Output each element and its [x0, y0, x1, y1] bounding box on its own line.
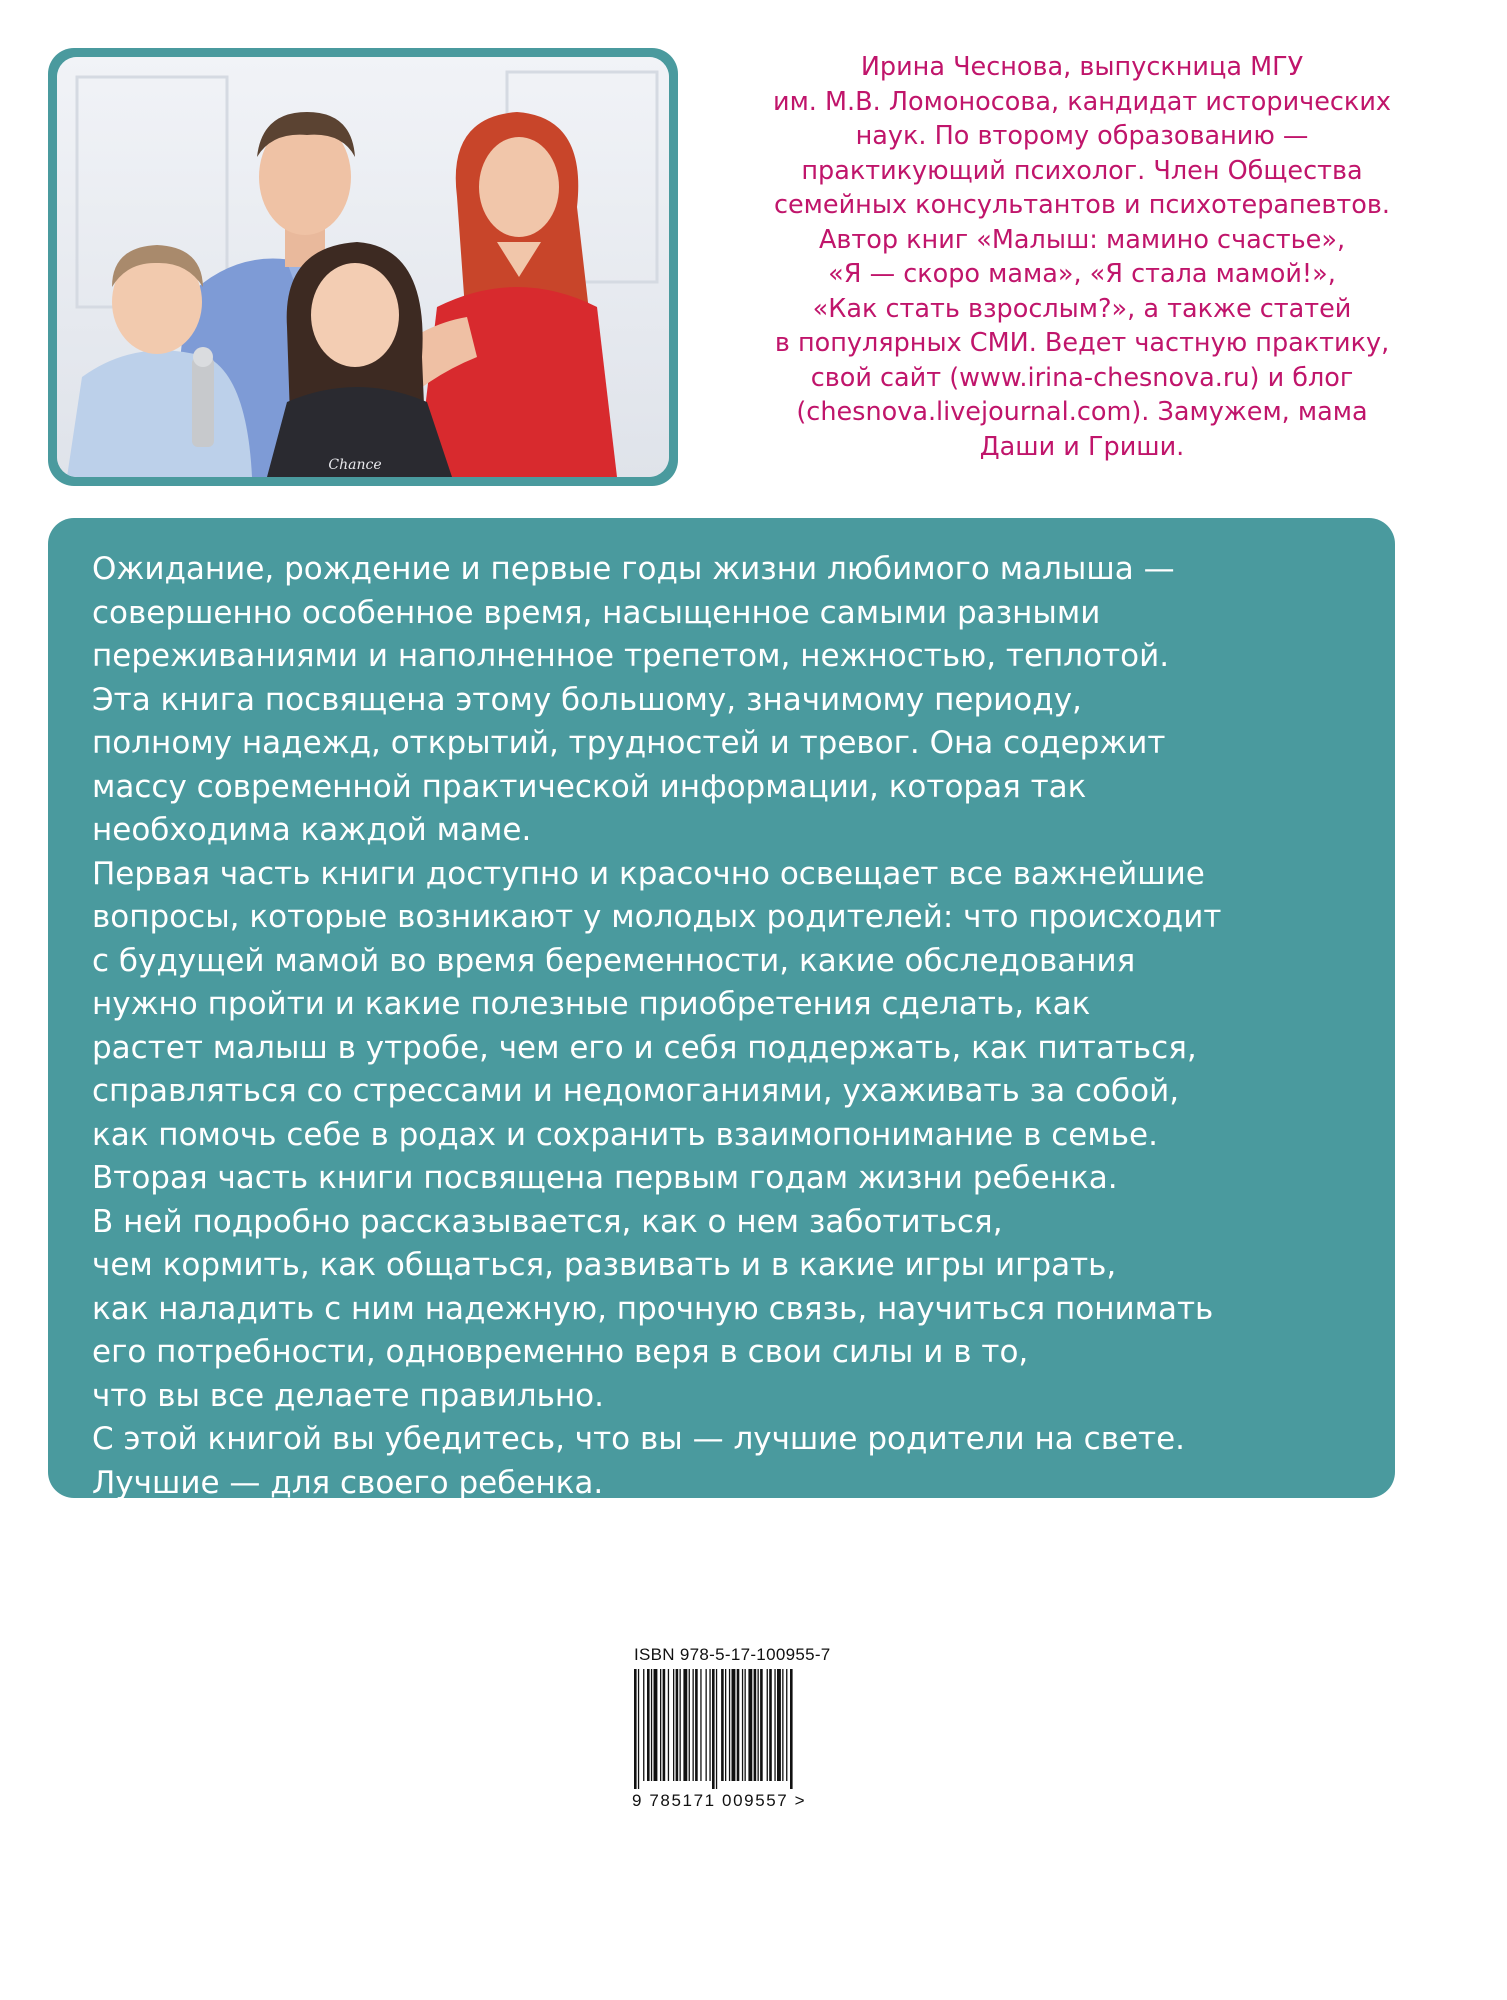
- barcode-bar: [758, 1669, 759, 1781]
- blurb-line: переживаниями и наполненное трепетом, нежностью, теплотой.: [92, 638, 1170, 674]
- barcode-bar: [790, 1669, 793, 1789]
- barcode-bar: [732, 1669, 736, 1781]
- book-description-panel: [48, 518, 1395, 1501]
- barcode-bar: [769, 1669, 772, 1781]
- barcode-bar: [754, 1669, 757, 1781]
- barcode-bar: [725, 1669, 726, 1781]
- barcode-bar: [782, 1669, 783, 1781]
- isbn-label: ISBN 978-5-17-100955-7: [634, 1645, 831, 1664]
- family-photo-illustration: [57, 57, 669, 477]
- blurb-line: нужно пройти и какие полезные приобретения сделать, как: [92, 986, 1091, 1022]
- barcode-bar: [663, 1669, 666, 1781]
- bio-line: (chesnova.livejournal.com). Замужем, мама: [796, 397, 1368, 427]
- author-photo-frame: [48, 48, 678, 486]
- blurb-line: растет малыш в утробе, чем его и себя поддержать, как питаться,: [92, 1029, 1197, 1066]
- barcode-bar: [706, 1669, 707, 1781]
- barcode-bar: [676, 1669, 679, 1781]
- bio-line: практикующий психолог. Член Общества: [801, 155, 1363, 186]
- blurb-line: с будущей мамой во время беременности, какие обследования: [92, 942, 1136, 979]
- blurb-line: совершенно особенное время, насыщенное самыми разными: [92, 594, 1101, 631]
- barcode-bar: [709, 1669, 710, 1781]
- blurb-line: С этой книгой вы убедитесь, что вы — лучшие родители на свете.: [92, 1421, 1186, 1457]
- barcode-bar: [729, 1669, 730, 1781]
- blurb-line: необходима каждой маме.: [92, 812, 532, 848]
- barcode-bar: [654, 1669, 658, 1781]
- blurb-line: В ней подробно рассказывается, как о нем заботиться,: [92, 1203, 1003, 1240]
- blurb-line: Вторая часть книги посвящена первым годам жизни ребенка.: [92, 1160, 1118, 1196]
- blurb-line: справляться со стрессами и недомоганиями, ухаживать за собой,: [92, 1073, 1180, 1109]
- barcode-bar: [689, 1669, 690, 1781]
- barcode-bar: [660, 1669, 661, 1781]
- barcode-bar: [716, 1669, 717, 1789]
- bio-line: в популярных СМИ. Ведет частную практику,: [774, 328, 1390, 358]
- barcode-bar: [700, 1669, 701, 1781]
- bio-line: «Как стать взрослым?», а также статей: [812, 293, 1352, 324]
- barcode-bar: [712, 1669, 715, 1789]
- barcode-bar: [777, 1669, 781, 1781]
- bio-line: Автор книг «Малыш: мамино счастье»,: [818, 224, 1346, 255]
- blurb-line: Лучшие — для своего ребенка.: [92, 1464, 604, 1501]
- barcode-bar: [668, 1669, 669, 1781]
- author-bio: [712, 50, 1452, 464]
- blurb-line: его потребности, одновременно веря в свои силы и в то,: [92, 1334, 1029, 1370]
- bio-line: свой сайт (www.irina-chesnova.ru) и блог: [810, 362, 1354, 393]
- barcode-bar: [742, 1669, 743, 1781]
- bio-line: наук. По второму образованию —: [855, 121, 1309, 151]
- barcode-bar: [695, 1669, 698, 1781]
- book-description: [92, 548, 1355, 1505]
- author-family-photo: [57, 57, 669, 477]
- barcode-bar: [737, 1669, 740, 1781]
- blurb-line: Ожидание, рождение и первые годы жизни любимого малыша —: [92, 551, 1175, 587]
- tshirt-print: Chance: [328, 457, 382, 473]
- bio-line: «Я — скоро мама», «Я стала мамой!»,: [828, 259, 1336, 289]
- blurb-line: Первая часть книги доступно и красочно освещает все важнейшие: [92, 855, 1205, 892]
- blurb-line: что вы все делаете правильно.: [92, 1377, 604, 1414]
- barcode-bar: [673, 1669, 674, 1781]
- barcode-bar: [651, 1669, 652, 1781]
- blurb-line: чем кормить, как общаться, развивать и в какие игры играть,: [92, 1247, 1117, 1283]
- barcode-bar: [786, 1669, 787, 1781]
- barcode-bar: [643, 1669, 644, 1781]
- barcode-bar: [693, 1669, 694, 1781]
- barcode-bar: [721, 1669, 724, 1781]
- barcode-bar: [638, 1669, 639, 1789]
- isbn-barcode-block: [632, 1645, 870, 1811]
- blurb-line: массу современной практической информации, которая так: [92, 768, 1087, 805]
- bio-line: Даши и Гриши.: [979, 431, 1185, 462]
- blurb-line: как наладить с ним надежную, прочную связь, научиться понимать: [92, 1290, 1214, 1327]
- barcode-bar: [774, 1669, 775, 1781]
- blurb-line: Эта книга посвящена этому большому, значимому периоду,: [92, 681, 1082, 718]
- barcode-bar: [634, 1669, 637, 1789]
- blurb-line: полному надежд, открытий, трудностей и тревог. Она содержит: [92, 725, 1166, 761]
- barcode-bar: [745, 1669, 746, 1781]
- bio-line: Ирина Чеснова, выпускница МГУ: [860, 52, 1304, 82]
- barcode-bar: [748, 1669, 752, 1781]
- barcode-bar: [767, 1669, 768, 1781]
- barcode-bar: [647, 1669, 650, 1781]
- blurb-line: как помочь себе в родах и сохранить взаимопонимание в семье.: [92, 1116, 1158, 1153]
- barcode-bar: [683, 1669, 687, 1781]
- bio-line: им. М.В. Ломоносова, кандидат исторических: [773, 86, 1391, 117]
- barcode-digits: 9 785171 009557 >: [632, 1791, 807, 1810]
- blurb-line: вопросы, которые возникают у молодых родителей: что происходит: [92, 899, 1222, 935]
- barcode-bar: [680, 1669, 681, 1781]
- barcode-bar: [760, 1669, 763, 1781]
- bio-line: семейных консультантов и психотерапевтов.: [773, 190, 1391, 220]
- barcode: [632, 1669, 864, 1789]
